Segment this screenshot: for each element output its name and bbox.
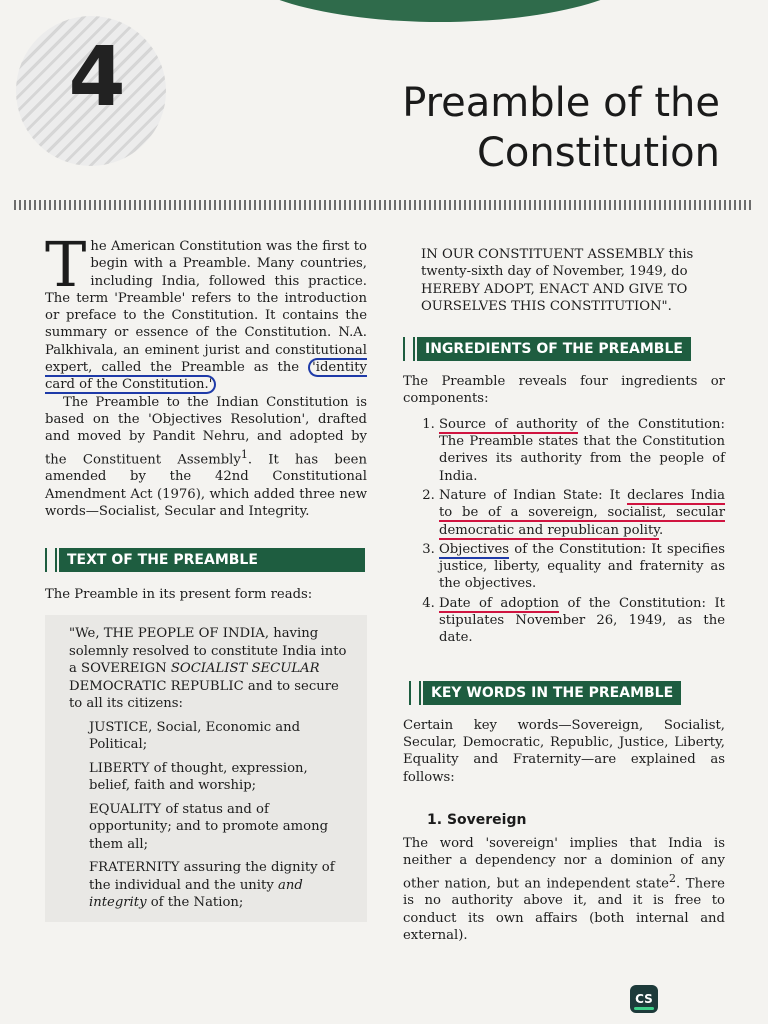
ingredient-text: of the Constitution: It specifies justice, liberty, equality and fraternity as the objectives. [439,541,725,592]
preamble-equality: EQUALITY of status and of opportunity; and to promote among them all; [89,801,329,852]
sovereign-text: The word 'sovereign' implies that India is neither a dependency nor a dominion of any other nation, but an independent state [403,836,725,892]
ingredients-heading [403,337,725,361]
ingredient-key: Objectives [439,541,510,557]
footnote-2: 2 [668,871,676,885]
chapter-number: 4 [68,30,126,125]
preamble-justice: JUSTICE, Social, Economic and Political; [89,719,301,753]
heading-label: TEXT OF THE PREAMBLE [59,548,365,572]
preamble-liberty: LIBERTY of thought, expression, belief, faith and worship; [89,760,308,794]
identity-card-phrase: 'identity card of the Constitution.' [45,360,367,393]
sub-number: 1. [427,811,443,828]
camscanner-logo: CS [630,985,658,1013]
ingredient-item [439,487,725,539]
heading-label: KEY WORDS IN THE PREAMBLE [423,681,681,705]
ingredient-text: Nature of Indian State: It [439,487,628,503]
ingredient-text: of the Constitution: The Preamble states that the Constitution derives its authority from the people of India. [439,416,725,484]
intro-p2-text: The Preamble to the Indian Constitution is based on the 'Objectives Resolution', drafted and moved by Pandit Nehru, and adopted by the Constituent Assembly [45,394,367,467]
drop-cap: T [45,228,87,301]
right-column [403,246,725,944]
preamble-intro: The Preamble in its present form reads: [45,587,313,603]
fraternity-a: FRATERNITY assuring the dignity of the individual and the unity [89,860,335,893]
header-divider [14,200,754,210]
heading-bars-icon [45,548,57,572]
sub-title: Sovereign [446,811,527,828]
text-of-preamble-heading [45,548,367,572]
sovereign-heading [427,812,725,829]
lead-italic: SOCIALIST SECULAR [170,661,320,677]
heading-label: INGREDIENTS OF THE PREAMBLE [417,337,691,361]
ingredient-key: Source of authority [439,416,578,432]
key-words-heading [409,681,725,705]
key-words-intro: Certain key words—Sovereign, Socialist, Secular, Democratic, Republic, Justice, Liberty, Equality and Fraternity—are explained as follows: [403,717,725,785]
ingredients-intro: The Preamble reveals four ingredients or components: [403,374,725,407]
ingredient-item [439,595,725,647]
intro-p2-end: . It has been amended by the 42nd Constitutional Amendment Act (1976), which added three new words—Socialist, Secular and Integrity. [45,451,367,519]
ingredient-text: of the Constitution: It stipulates November 26, 1949, as the date. [439,595,725,646]
lead-c: DEMOCRATIC REPUBLIC and to secure to all its citizens: [69,678,339,712]
ingredient-item [439,541,725,593]
ingredient-key: Date of adoption [439,595,560,611]
header-arc [230,0,650,22]
ingredient-end: . [659,522,664,538]
chapter-title [402,78,720,178]
heading-bars-icon [409,681,421,705]
left-column [45,228,367,922]
fraternity-c: of the Nation; [146,895,244,911]
fraternity-italic: and integrity [89,877,303,911]
footnote-1: 1 [240,447,248,461]
lead-a: "We, THE PEOPLE OF INDIA, having solemnly resolved to constitute India into a SOVEREIGN [69,626,347,677]
chapter-title-line1: Preamble of the [402,80,720,126]
intro-text: he American Constitution was the first to begin with a Preamble. Many countries, including India, followed this practice. The term 'Preamble' refers to the introduction or preface to the Constitution. It contains the summary or essence of the Constitution. N.A. Palkhivala, an eminent jurist and constitutional expert, called the Preamble as the [45,239,367,376]
ingredient-item [439,416,725,485]
preamble-fraternity [69,859,347,912]
preamble-text-box [45,615,367,922]
ingredients-list [403,416,725,647]
ingredient-key: declares India to be of a sovereign, socialist, secular democratic and republican polity [439,487,725,538]
chapter-title-line2: Constitution [476,130,720,176]
sovereign-end: . There is no authority above it, and it is free to conduct its own affairs (both internal and external). [403,876,725,943]
preamble-continuation: IN OUR CONSTITUENT ASSEMBLY this twenty-sixth day of November, 1949, do HEREBY ADOPT, ENACT AND GIVE TO OURSELVES THIS CONSTITUTION". [421,247,694,314]
preamble-lead [69,625,347,713]
intro-paragraph [45,228,367,394]
intro-paragraph-2 [45,394,367,520]
heading-bars-icon [403,337,415,361]
sovereign-paragraph [403,835,725,944]
